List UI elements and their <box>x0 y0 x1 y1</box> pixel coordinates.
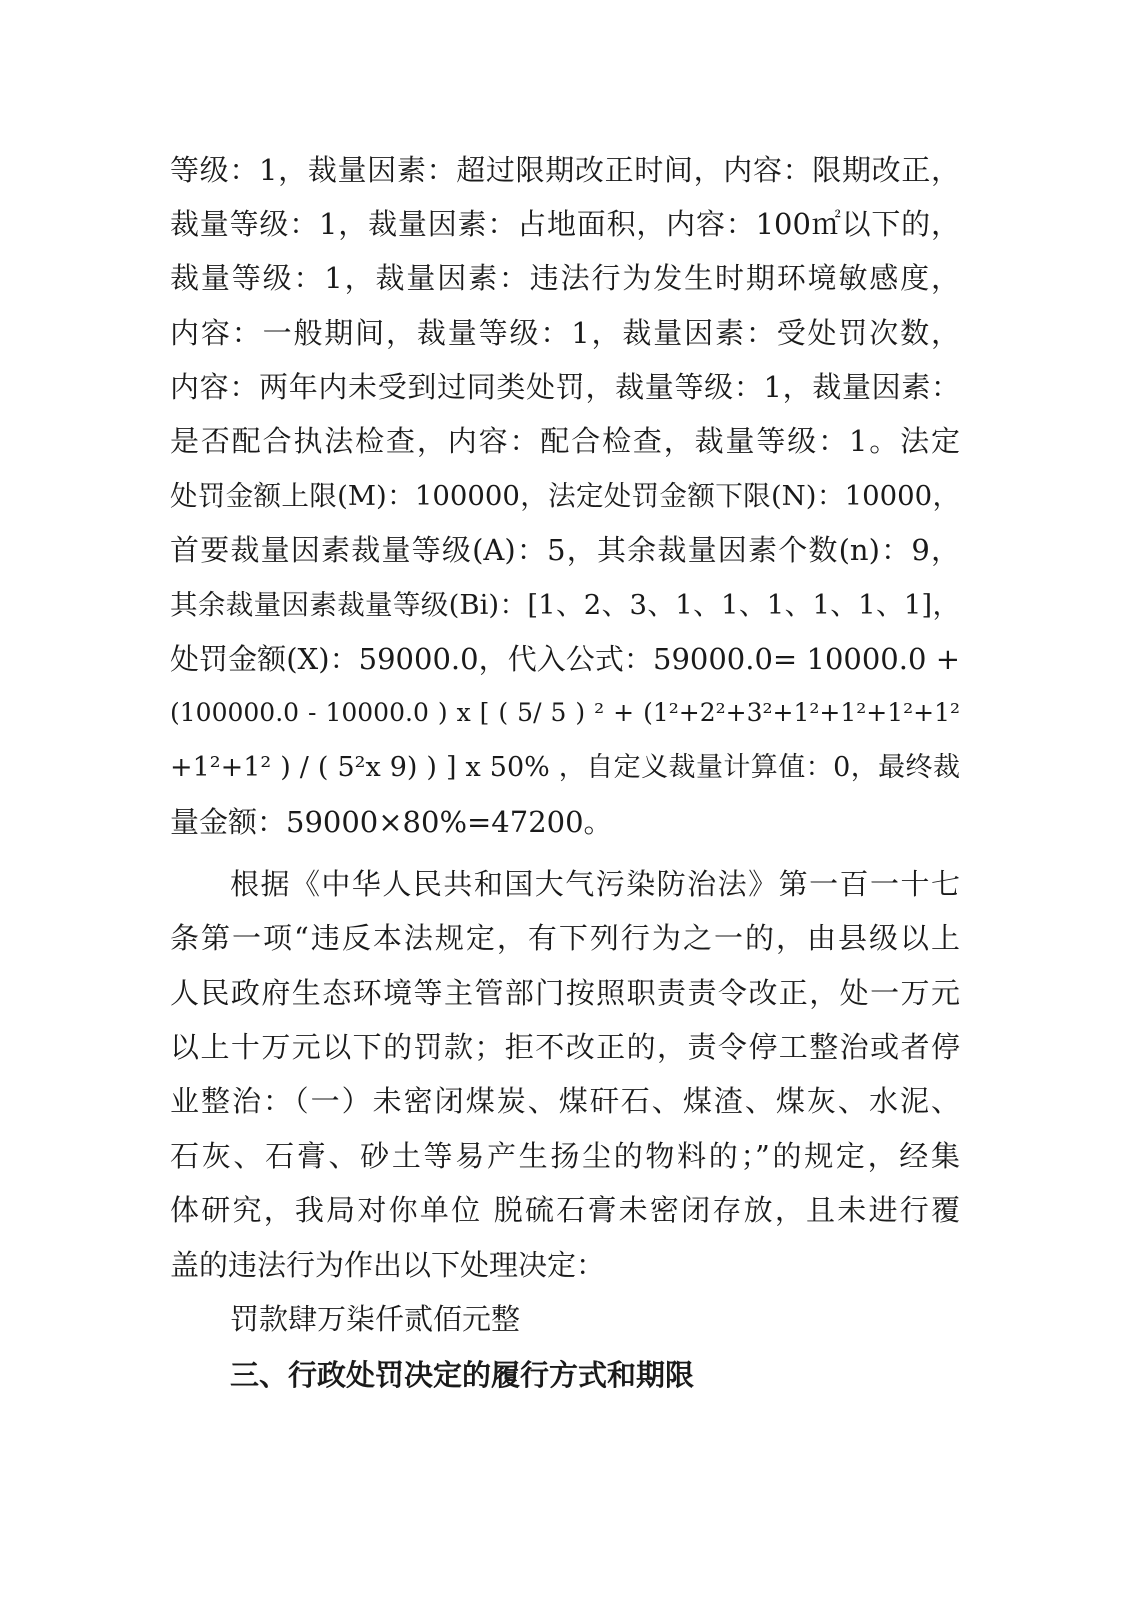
paragraph-line: (100000.0 - 10000.0 ) x [ ( 5/ 5 ) ² + (1²+2²+3²+1²+1²+1²+1² <box>170 698 960 727</box>
paragraph-line: 盖的违法行为作出以下处理决定： <box>170 1248 606 1282</box>
paragraph-line: 其余裁量因素裁量等级(Bi)：[1、2、3、1、1、1、1、1、1]， <box>170 589 960 621</box>
paragraph-line: 首要裁量因素裁量等级(A)：5，其余裁量因素个数(n)：9， <box>170 533 960 567</box>
paragraph-line: 裁量等级：1，裁量因素：违法行为发生时期环境敏感度， <box>170 261 960 295</box>
section-heading: 三、行政处罚决定的履行方式和期限 <box>230 1358 695 1392</box>
paragraph-line: 业整治：（一）未密闭煤炭、煤矸石、煤渣、煤灰、水泥、 <box>170 1084 960 1118</box>
paragraph-line: +1²+1² ) / ( 5²x 9) ) ] x 50% ，自定义裁量计算值：0，最终裁 <box>170 752 960 783</box>
paragraph-line: 等级：1，裁量因素：超过限期改正时间，内容：限期改正， <box>170 153 960 187</box>
paragraph-line: 量金额：59000×80%=47200。 <box>170 805 613 839</box>
paragraph-line: 裁量等级：1，裁量因素：占地面积，内容：100㎡以下的， <box>170 207 960 241</box>
paragraph-line: 处罚金额(X)：59000.0，代入公式：59000.0= 10000.0 + <box>170 642 960 676</box>
paragraph-line: 以上十万元以下的罚款；拒不改正的，责令停工整治或者停 <box>170 1030 960 1064</box>
paragraph-line: 内容：两年内未受到过同类处罚，裁量等级：1，裁量因素： <box>170 370 960 404</box>
paragraph-line: 内容：一般期间，裁量等级：1，裁量因素：受处罚次数， <box>170 316 960 350</box>
paragraph-line: 根据《中华人民共和国大气污染防治法》第一百一十七 <box>230 867 960 901</box>
paragraph-line: 是否配合执法检查，内容：配合检查，裁量等级：1。法定 <box>170 424 960 458</box>
paragraph-line: 体研究，我局对你单位 脱硫石膏未密闭存放，且未进行覆 <box>170 1193 960 1227</box>
paragraph-line: 石灰、石膏、砂土等易产生扬尘的物料的；”的规定，经集 <box>170 1139 960 1173</box>
paragraph-line: 条第一项“违反本法规定，有下列行为之一的，由县级以上 <box>170 921 960 955</box>
paragraph-line: 处罚金额上限(M)：100000，法定处罚金额下限(N)：10000， <box>170 480 960 512</box>
penalty-amount-text: 罚款肆万柒仟贰佰元整 <box>230 1302 521 1336</box>
paragraph-line: 人民政府生态环境等主管部门按照职责责令改正，处一万元 <box>170 976 960 1010</box>
